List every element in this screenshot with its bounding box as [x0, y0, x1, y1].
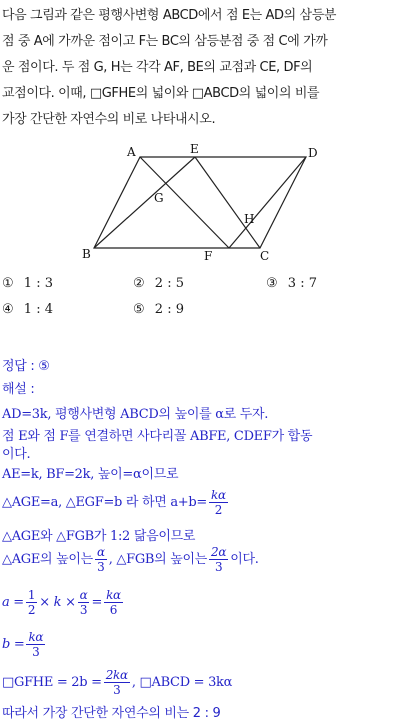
label-d: D — [308, 146, 318, 160]
choice-text: 3 : 7 — [287, 276, 317, 291]
question-line-3: 운 점이다. 두 점 G, H는 각각 AF, BE의 교점과 CE, DF의 — [2, 60, 313, 75]
fraction: $\frac{k\alpha}{6}$ — [106, 588, 121, 617]
question-line-4: 교점이다. 이때, □GFHE의 넓이와 □ABCD의 넓이의 비를 — [2, 86, 320, 101]
solution-line-10 — [2, 668, 232, 697]
parallelogram-abcd — [94, 157, 306, 248]
choice-text: 1 : 4 — [23, 302, 53, 317]
solution-line-7 — [2, 545, 259, 574]
label-h: H — [244, 212, 255, 226]
solution-line-5 — [2, 488, 230, 517]
solution-text: 이다. — [230, 552, 259, 567]
choice-number: ④ — [2, 302, 14, 317]
solution-line-6: △AGE와 △FGB가 1:2 닮음이므로 — [2, 529, 196, 544]
solution-text: , □ABCD = 3kα — [131, 675, 233, 690]
solution-heading: 해설 : — [2, 382, 35, 397]
fraction: $\frac{\alpha}{3}$ — [79, 588, 88, 617]
fraction: $\frac{2k\alpha}{3}$ — [105, 668, 128, 697]
label-e: E — [190, 142, 199, 156]
choice-text: 2 : 9 — [154, 302, 184, 317]
solution-text: △AGE=a, △EGF=b 라 하면 a+b= — [2, 495, 208, 510]
solution-line-8 — [2, 588, 125, 617]
solution-line-9 — [2, 630, 47, 659]
solution-line-4: AE=k, BF=2k, 높이=α이므로 — [2, 467, 179, 482]
solution-text: = — [91, 595, 103, 610]
label-g: G — [154, 191, 164, 205]
parallelogram-figure — [0, 140, 400, 270]
choice-number: ② — [133, 276, 145, 291]
fraction: $\frac{k\alpha}{3}$ — [28, 630, 44, 659]
segment-ce — [195, 157, 260, 248]
choice-text: 1 : 3 — [23, 276, 53, 291]
solution-line-1: AD=3k, 평행사변형 ABCD의 높이를 α로 두자. — [2, 407, 269, 422]
choice-number: ⑤ — [133, 302, 145, 317]
choice-text: 2 : 5 — [154, 276, 184, 291]
label-b: B — [82, 247, 91, 261]
choice-4[interactable] — [2, 302, 53, 317]
fraction: $\frac{\alpha}{3}$ — [96, 545, 105, 574]
solution-text: a = — [2, 595, 24, 610]
choice-number: ① — [2, 276, 14, 291]
fraction: $\frac{2\alpha}{3}$ — [211, 545, 227, 574]
choice-5[interactable] — [133, 302, 184, 317]
choice-2[interactable] — [133, 276, 184, 291]
segment-be — [94, 157, 195, 248]
solution-text: □GFHE = 2b = — [2, 675, 102, 690]
solution-line-3: 이다. — [2, 447, 31, 462]
fraction: $\frac{1}{2}$ — [27, 588, 36, 617]
label-a: A — [127, 145, 136, 159]
choice-number: ③ — [266, 276, 278, 291]
choice-3[interactable] — [266, 276, 317, 291]
question-line-2: 점 중 A에 가까운 점이고 F는 BC의 삼등분점 중 점 C에 가까 — [2, 34, 328, 49]
choice-1[interactable] — [2, 276, 53, 291]
label-c: C — [260, 249, 270, 263]
label-f: F — [204, 249, 213, 263]
solution-text: × k × — [39, 595, 76, 610]
solution-line-2: 점 E와 점 F를 연결하면 사다리꼴 ABFE, CDEF가 합동 — [2, 429, 313, 444]
question-line-5: 가장 간단한 자연수의 비로 나타내시오. — [2, 112, 216, 127]
answer-label: 정답 : ⑤ — [2, 359, 50, 374]
question-line-1: 다음 그림과 같은 평행사변형 ABCD에서 점 E는 AD의 삼등분 — [2, 8, 337, 23]
fraction: $\frac{k\alpha}{2}$ — [211, 488, 226, 517]
solution-conclusion: 따라서 가장 간단한 자연수의 비는 2 : 9 — [2, 706, 221, 721]
solution-text: b = — [2, 637, 25, 652]
solution-text: , △FGB의 높이는 — [108, 552, 208, 567]
solution-text: △AGE의 높이는 — [2, 552, 93, 567]
